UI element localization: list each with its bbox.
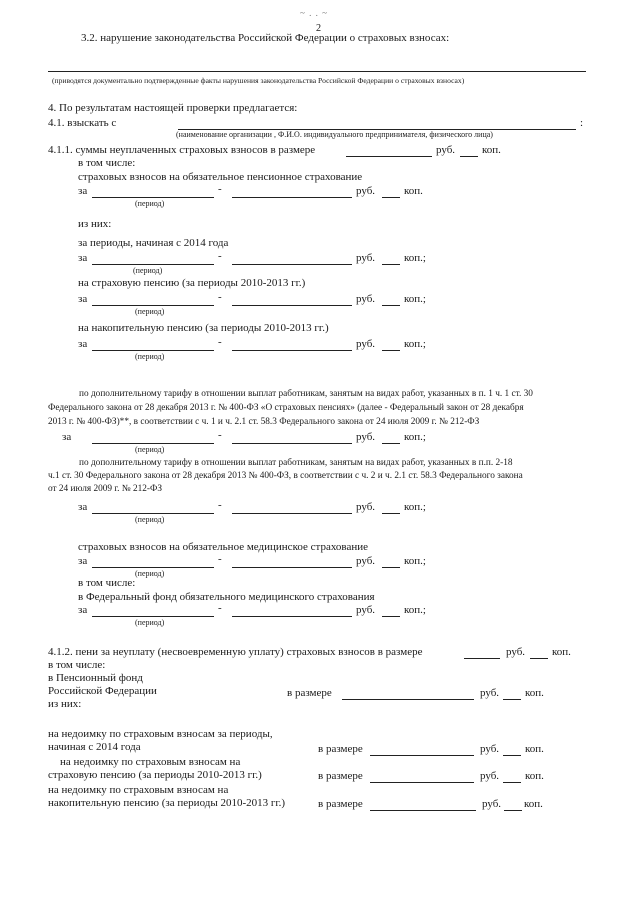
pension-fund-label: в Пенсионный фонд — [48, 672, 143, 684]
dash: - — [218, 183, 222, 195]
period-from-field[interactable] — [92, 264, 214, 265]
za-label: за — [78, 501, 88, 513]
period-caption: (период) — [135, 352, 165, 361]
ffoms-label: в Федеральный фонд обязательного медицинского страхования — [78, 591, 375, 603]
rub-label: руб. — [480, 743, 500, 755]
rub-label: руб. — [480, 770, 500, 782]
dash: - — [218, 291, 222, 303]
period-from-field[interactable] — [92, 350, 214, 351]
kop-label: коп. — [525, 743, 544, 755]
kop-label: коп.; — [404, 338, 426, 350]
za-label: за — [78, 555, 88, 567]
kop-label: коп. — [525, 687, 544, 699]
kop-field[interactable] — [382, 305, 400, 306]
unpaid-kop-field[interactable] — [460, 156, 478, 157]
rub-label: руб. — [356, 252, 376, 264]
arrears-insurance-label-2: страховую пенсию (за периоды 2010-2013 гг.) — [48, 769, 262, 781]
period-to-field[interactable] — [232, 350, 352, 351]
from-2014-label: за периоды, начиная с 2014 года — [78, 237, 229, 249]
kop-label: коп. — [525, 770, 544, 782]
period-caption: (период) — [133, 266, 163, 275]
funded-pension-label: на накопительную пенсию (за периоды 2010-2013 гг.) — [78, 322, 329, 334]
pension-fund-label-2: Российской Федерации — [48, 685, 157, 697]
kop-label: коп. — [482, 144, 501, 156]
unpaid-rub-field[interactable] — [346, 156, 432, 157]
arrears-2014-rub-field[interactable] — [370, 755, 474, 756]
dash: - — [218, 429, 222, 441]
rub-label: руб. — [356, 604, 376, 616]
period-to-field[interactable] — [232, 567, 352, 568]
period-to-field[interactable] — [232, 616, 352, 617]
insurance-pension-label: на страховую пенсию (за периоды 2010-2013 гг.) — [78, 277, 306, 289]
including-label: в том числе: — [48, 659, 106, 671]
period-caption: (период) — [135, 307, 165, 316]
period-caption: (период) — [135, 618, 165, 627]
dash: - — [218, 250, 222, 262]
rub-label: руб. — [482, 798, 502, 810]
violations-line — [48, 71, 586, 72]
penalty-rub-field[interactable] — [464, 658, 500, 659]
period-caption: (период) — [135, 445, 165, 454]
arrears-insurance-kop-field[interactable] — [503, 782, 521, 783]
payer-colon: : — [580, 117, 584, 129]
period-to-field[interactable] — [232, 513, 352, 514]
violations-caption: (приводятся документально подтвержденные факты нарушения законодательства Российской Федерации о страховых взносах) — [52, 76, 465, 85]
kop-field[interactable] — [382, 197, 400, 198]
dash: - — [218, 553, 222, 565]
period-to-field[interactable] — [232, 443, 352, 444]
arrears-insurance-label: на недоимку по страховым взносам на — [60, 756, 241, 768]
kop-field[interactable] — [382, 513, 400, 514]
kop-label: коп. — [552, 646, 571, 658]
arrears-2014-kop-field[interactable] — [503, 755, 521, 756]
section-4-1-2-text: 4.1.2. пени за неуплату (несвоевременную уплату) страховых взносов в размере — [48, 646, 423, 658]
rub-label: руб. — [356, 431, 376, 443]
rub-label: руб. — [356, 338, 376, 350]
period-to-field[interactable] — [232, 197, 352, 198]
arrears-insurance-rub-field[interactable] — [370, 782, 474, 783]
additional-tariff-1-line-3: 2013 г. № 400-ФЗ)**, в соответствии с ч. 1 и ч. 2.1 ст. 58.3 Федерального закона от 24 июля 2009 г. № 212-ФЗ — [48, 417, 480, 427]
in-amount-label: в размере — [287, 687, 332, 699]
kop-label: коп.; — [404, 252, 426, 264]
dash: - — [218, 499, 222, 511]
kop-label: коп.; — [404, 555, 426, 567]
kop-field[interactable] — [382, 567, 400, 568]
rub-label: руб. — [436, 144, 456, 156]
including-label: в том числе: — [78, 157, 136, 169]
dash: - — [218, 336, 222, 348]
arrears-2014-label: на недоимку по страховым взносам за периоды, — [48, 728, 273, 740]
payer-caption: (наименование организации , Ф.И.О. индивидуального предпринимателя, физического лица) — [176, 130, 493, 139]
section-4-1-label: 4.1. взыскать с — [48, 117, 117, 129]
period-from-field[interactable] — [92, 197, 214, 198]
za-label: за — [78, 293, 88, 305]
period-from-field[interactable] — [92, 443, 214, 444]
of-them-label: из них: — [48, 698, 82, 710]
za-label: за — [78, 338, 88, 350]
period-from-field[interactable] — [92, 305, 214, 306]
in-amount-label: в размере — [318, 743, 363, 755]
period-from-field[interactable] — [92, 567, 214, 568]
additional-tariff-2-line-1: по дополнительному тарифу в отношении выплат работникам, занятым на видах работ, указанных в п.п. 2-18 — [79, 458, 513, 468]
arrears-funded-label: на недоимку по страховым взносам на — [48, 784, 229, 796]
in-amount-label: в размере — [318, 798, 363, 810]
za-label: за — [78, 252, 88, 264]
arrears-funded-label-2: накопительную пенсию (за периоды 2010-2013 гг.) — [48, 797, 286, 809]
period-to-field[interactable] — [232, 305, 352, 306]
rub-label: руб. — [356, 501, 376, 513]
period-from-field[interactable] — [92, 513, 214, 514]
za-label: за — [78, 604, 88, 616]
rub-label: руб. — [356, 293, 376, 305]
period-to-field[interactable] — [232, 264, 352, 265]
kop-label: коп. — [404, 185, 423, 197]
kop-label: коп.; — [404, 293, 426, 305]
rub-label: руб. — [506, 646, 526, 658]
section-4-heading: 4. По результатам настоящей проверки предлагается: — [48, 102, 298, 114]
additional-tariff-2-line-3: от 24 июля 2009 г. № 212-ФЗ — [48, 484, 163, 494]
rub-label: руб. — [356, 185, 376, 197]
dash: - — [218, 602, 222, 614]
arrears-funded-kop-field[interactable] — [504, 810, 522, 811]
kop-label: коп. — [524, 798, 543, 810]
kop-field[interactable] — [382, 264, 400, 265]
of-them-label: из них: — [78, 218, 112, 230]
page-number: 2 — [316, 23, 322, 34]
rub-label: руб. — [480, 687, 500, 699]
kop-field[interactable] — [382, 443, 400, 444]
period-caption: (период) — [135, 569, 165, 578]
medical-insurance-label: страховых взносов на обязательное медицинское страхование — [78, 541, 368, 553]
pf-rub-field[interactable] — [342, 699, 474, 700]
additional-tariff-1-line-2: Федерального закона от 28 декабря 2013 г. № 400-ФЗ «О страховых пенсиях» (далее - Федеральный закон от 28 декабря — [48, 403, 524, 413]
period-caption: (период) — [135, 199, 165, 208]
pf-kop-field[interactable] — [503, 699, 521, 700]
section-4-1-1-text: 4.1.1. суммы неуплаченных страховых взносов в размере — [48, 144, 316, 156]
rub-label: руб. — [356, 555, 376, 567]
header-slug: ~ . . ~ — [300, 8, 328, 18]
ops-label: страховых взносов на обязательное пенсионное страхование — [78, 171, 363, 183]
za-label: за — [62, 431, 72, 443]
arrears-funded-rub-field[interactable] — [370, 810, 476, 811]
period-from-field[interactable] — [92, 616, 214, 617]
including-label: в том числе: — [78, 577, 136, 589]
additional-tariff-2-line-2: ч.1 ст. 30 Федерального закона от 28 декабря 2013 № 400-ФЗ, в соответствии с ч. 2 и ч. 2.1 ст. 58.3 Федерального закона — [48, 471, 523, 481]
kop-label: коп.; — [404, 501, 426, 513]
section-3-2-text: 3.2. нарушение законодательства Российской Федерации о страховых взносах: — [81, 32, 450, 44]
kop-label: коп.; — [404, 431, 426, 443]
period-caption: (период) — [135, 515, 165, 524]
kop-label: коп.; — [404, 604, 426, 616]
penalty-kop-field[interactable] — [530, 658, 548, 659]
kop-field[interactable] — [382, 616, 400, 617]
additional-tariff-1-line-1: по дополнительному тарифу в отношении выплат работникам, занятым на видах работ, указанных в п. 1 ч. 1 ст. 30 — [79, 389, 533, 399]
in-amount-label: в размере — [318, 770, 363, 782]
arrears-2014-label-2: начиная с 2014 года — [48, 741, 141, 753]
kop-field[interactable] — [382, 350, 400, 351]
za-label: за — [78, 185, 88, 197]
